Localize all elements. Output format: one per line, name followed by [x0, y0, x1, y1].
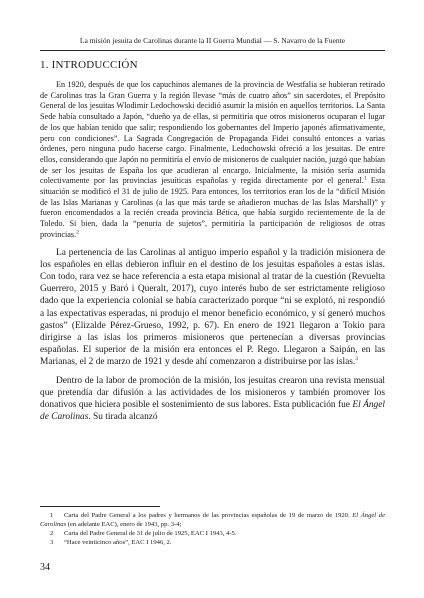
paragraph-text: La pertenencia de las Carolinas al antiguo imperio español y la tradición misionera de los españoles en ellas debieron influir en el destino de los jesuitas españoles a estas islas. Con todo, rara vez se hace referencia a esta etapa misional al tratar de la cuestión (Revuelta Guerrero, 2015 y Baró i Queralt, 2017), cuyo interés hubo de ser estrictamente religioso dado que la experiencia colonial se había caracterizado porque “ni se explotó, ni respondió a las expectativas esperadas, ni produjo el menor beneficio económico, y sí generó muchos gastos” (Elizalde Pérez-Grueso, 1992, p. 67). En enero de 1921 llegaron a Tokio para dirigirse a las islas los primeros misioneros que pertenecían a diversas provincias españolas. El superior de la misión era entonces el P. Rego. Llegaron a Saipán, en las Marianas, el 2 de marzo de 1921 y desde ahí comenzaron a distribuirse por las islas. — [40, 247, 385, 368]
footnote-text: Carta del Padre General de 31 de julio de 1925, EAC I 1943, 4-5. — [64, 530, 237, 537]
footnotes — [40, 511, 385, 547]
paragraph-text: Esta situación se modificó el 31 de julio de 1925. Para entonces, los territorios eran los de la “difícil Misión de las Islas Marianas y Carolinas (a las que más tarde se añadieron muchas de las Islas Marshall)” y fueron encomendados a la recién creada provincia Bética, que había surgido recientemente de la de Toledo. Si bien, dada la “penuria de sujetos”, permitiría la participación de religiosos de otras provincias. — [40, 176, 385, 239]
footnote-number: 2 — [50, 530, 54, 537]
footnote-ref[interactable]: 3 — [355, 356, 359, 363]
paragraph-3 — [40, 375, 385, 424]
paragraph-text: En 1920, después de que los capuchinos alemanes de la provincia de Westfalia se hubieran retirado de Carolinas tras la Gran Guerra y la región llevase “más de cuatro años” sin sacerdotes, el Prepósito General de los jesuitas Wlodimir Ledochowski decidió asumir la misión en aquellos territorios. La Santa Sede había consultado a Japón, “dueño ya de ellas, si permitiría que otros misioneros ocuparan el lugar de los que habían tenido que salir; respondiendo los gobernantes del Imperio japonés afirmativamente, pero con condiciones”. La Sagrada Congregación de Propaganda Fidei consultó entonces a varias órdenes, pero ninguna pudo hacerse cargo. Finalmente, Ledochowski ofreció a los jesuitas. De entre ellos, considerando que Japón no permitiría el envío de misioneros de cualquier nación, juzgó que habían de ser los jesuitas de España los que acudieran al encargo. Inicialmente, la misión sería asumida colectivamente por las provincias jesuíticas españolas y regida directamente por el general. — [40, 80, 385, 186]
paragraph-text: . Su tirada alcanzó — [88, 412, 158, 423]
footnote-ref[interactable]: 2 — [76, 229, 79, 236]
footnote-text: Carta del Padre General a los padres y hermanos de las provincias españolas de 19 de marzo de 1920. — [64, 512, 353, 519]
paragraph-2 — [40, 247, 385, 369]
section-title: 1. INTRODUCCIÓN — [40, 59, 138, 71]
publication-title: El Ángel de Carolinas — [40, 512, 385, 528]
body-text — [40, 80, 385, 423]
footnote-3 — [40, 538, 385, 547]
footnote-text: (en adelante EAC), enero de 1943, pp. 3-4; — [66, 521, 182, 528]
publication-title: El Ángel de Carolinas — [40, 399, 385, 423]
paragraph-text: Dentro de la labor de promoción de la misión, los jesuitas crearon una revista mensual que pretendía dar difusión a las actividades de los misioneros y también promover los donativos que hiciera posible el sostenimiento de sus labores. Esta publicación fue — [40, 375, 385, 410]
footnote-number: 3 — [50, 539, 54, 546]
header-rule — [40, 50, 385, 51]
paragraph-1 — [40, 80, 385, 241]
page-number: 34 — [40, 562, 50, 573]
footnote-1 — [40, 511, 385, 529]
footnote-number: 1 — [50, 512, 54, 519]
footnote-rule — [40, 506, 160, 507]
footnote-2 — [40, 529, 385, 538]
footnote-ref[interactable]: 1 — [363, 175, 367, 182]
running-header: La misión jesuita de Carolinas durante la II Guerra Mundial — S. Navarro de la Fuente — [79, 36, 346, 45]
footnote-text: “Hace veinticinco años”, EAC I 1946, 2. — [64, 539, 172, 546]
